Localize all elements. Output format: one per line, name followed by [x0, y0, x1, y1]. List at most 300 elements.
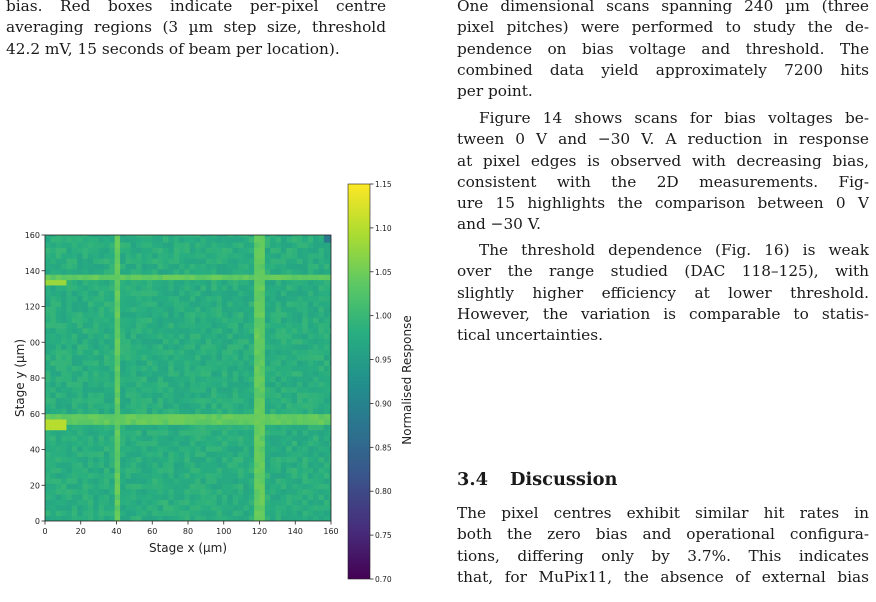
- heatmap-cell: [292, 494, 298, 500]
- heatmap-cell: [184, 494, 190, 500]
- heatmap-cell: [238, 307, 244, 313]
- heatmap-cell: [174, 408, 180, 414]
- heatmap-cell: [120, 398, 126, 404]
- heatmap-cell: [318, 360, 324, 366]
- heatmap-cell: [254, 280, 260, 286]
- heatmap-cell: [83, 344, 89, 350]
- heatmap-cell: [233, 446, 239, 452]
- heatmap-cell: [168, 516, 174, 522]
- heatmap-cell: [158, 371, 164, 377]
- heatmap-cell: [281, 419, 287, 425]
- heatmap-cell: [265, 462, 271, 468]
- heatmap-cell: [152, 505, 158, 511]
- heatmap-cell: [168, 441, 174, 447]
- heatmap-cell: [195, 516, 201, 522]
- heatmap-cell: [120, 516, 126, 522]
- heatmap-cell: [142, 253, 148, 259]
- heatmap-cell: [243, 473, 249, 479]
- heatmap-cell: [72, 360, 78, 366]
- heatmap-cell: [184, 317, 190, 323]
- heatmap-cell: [147, 451, 153, 457]
- heatmap-cell: [286, 516, 292, 522]
- heatmap-cell: [211, 457, 217, 463]
- heatmap-cell: [88, 435, 94, 441]
- heatmap-cell: [72, 365, 78, 371]
- heatmap-cell: [45, 231, 51, 237]
- heatmap-cell: [243, 376, 249, 382]
- heatmap-cell: [83, 392, 89, 398]
- heatmap-cell: [260, 312, 266, 318]
- heatmap-cell: [163, 473, 169, 479]
- heatmap-cell: [152, 430, 158, 436]
- heatmap-cell: [174, 376, 180, 382]
- heatmap-cell: [292, 398, 298, 404]
- heatmap-cell: [158, 382, 164, 388]
- heatmap-cell: [281, 505, 287, 511]
- heatmap-cell: [329, 339, 335, 345]
- heatmap-cell: [308, 231, 314, 237]
- heatmap-cell: [66, 510, 72, 516]
- heatmap-cell: [265, 242, 271, 248]
- heatmap-cell: [61, 274, 67, 280]
- heatmap-cell: [260, 290, 266, 296]
- heatmap-cell: [313, 398, 319, 404]
- heatmap-cell: [286, 494, 292, 500]
- heatmap-cell: [174, 430, 180, 436]
- heatmap-cell: [136, 264, 142, 270]
- heatmap-cell: [179, 231, 185, 237]
- heatmap-cell: [99, 231, 105, 237]
- heatmap-cell: [168, 478, 174, 484]
- heatmap-cell: [190, 231, 196, 237]
- heatmap-cell: [125, 317, 131, 323]
- heatmap-cell: [222, 328, 228, 334]
- heatmap-cell: [249, 349, 255, 355]
- heatmap-cell: [270, 253, 276, 259]
- heatmap-cell: [195, 398, 201, 404]
- heatmap-cell: [136, 376, 142, 382]
- heatmap-cell: [270, 312, 276, 318]
- heatmap-cell: [93, 494, 99, 500]
- heatmap-cell: [222, 274, 228, 280]
- heatmap-cell: [243, 494, 249, 500]
- heatmap-cell: [115, 258, 121, 264]
- heatmap-cell: [292, 441, 298, 447]
- heatmap-cell: [217, 382, 223, 388]
- heatmap-cell: [104, 349, 110, 355]
- heatmap-cell: [211, 382, 217, 388]
- heatmap-cell: [88, 516, 94, 522]
- heatmap-cell: [276, 419, 282, 425]
- heatmap-cell: [281, 242, 287, 248]
- heatmap-cell: [211, 231, 217, 237]
- heatmap-cell: [77, 360, 83, 366]
- heatmap-cell: [238, 242, 244, 248]
- heatmap-cell: [99, 392, 105, 398]
- heatmap-cell: [61, 349, 67, 355]
- heatmap-cell: [72, 414, 78, 420]
- heatmap-cell: [72, 296, 78, 302]
- heatmap-cell: [50, 489, 56, 495]
- heatmap-cell: [190, 419, 196, 425]
- heatmap-cell: [179, 312, 185, 318]
- heatmap-cell: [168, 290, 174, 296]
- heatmap-cell: [201, 333, 207, 339]
- heatmap-cell: [131, 248, 137, 254]
- heatmap-cell: [217, 360, 223, 366]
- heatmap-cell: [136, 510, 142, 516]
- heatmap-cell: [99, 312, 105, 318]
- heatmap-cell: [190, 349, 196, 355]
- heatmap-cell: [174, 333, 180, 339]
- heatmap-cell: [243, 430, 249, 436]
- heatmap-cell: [142, 248, 148, 254]
- heatmap-cell: [195, 382, 201, 388]
- heatmap-cell: [313, 414, 319, 420]
- heatmap-cell: [179, 462, 185, 468]
- heatmap-cell: [125, 285, 131, 291]
- heatmap-cell: [115, 371, 121, 377]
- heatmap-cell: [190, 457, 196, 463]
- heatmap-cell: [168, 500, 174, 506]
- heatmap-cell: [270, 365, 276, 371]
- heatmap-cell: [131, 274, 137, 280]
- heatmap-cell: [329, 328, 335, 334]
- heatmap-cell: [265, 274, 271, 280]
- heatmap-cell: [45, 376, 51, 382]
- heatmap-cell: [318, 376, 324, 382]
- heatmap-cell: [292, 339, 298, 345]
- heatmap-cell: [61, 382, 67, 388]
- heatmap-cell: [254, 376, 260, 382]
- heatmap-cell: [254, 382, 260, 388]
- caption-line-1: bias. Red boxes indicate per-pixel centre: [6, 0, 386, 15]
- heatmap-cell: [190, 290, 196, 296]
- heatmap-cell: [109, 264, 115, 270]
- heatmap-cell: [174, 285, 180, 291]
- heatmap-cell: [104, 312, 110, 318]
- heatmap-cell: [99, 505, 105, 511]
- heatmap-cell: [308, 264, 314, 270]
- heatmap-cell: [56, 446, 62, 452]
- heatmap-cell: [195, 258, 201, 264]
- heatmap-cell: [297, 403, 303, 409]
- heatmap-cell: [254, 328, 260, 334]
- heatmap-cell: [77, 355, 83, 361]
- heatmap-cell: [163, 307, 169, 313]
- heatmap-cell: [131, 323, 137, 329]
- heatmap-cell: [174, 307, 180, 313]
- heatmap-cell: [136, 478, 142, 484]
- heatmap-cell: [281, 516, 287, 522]
- heatmap-cell: [270, 274, 276, 280]
- heatmap-cell: [217, 280, 223, 286]
- heatmap-cell: [201, 392, 207, 398]
- heatmap-cell: [77, 253, 83, 259]
- heatmap-cell: [99, 237, 105, 243]
- heatmap-cell: [136, 339, 142, 345]
- heatmap-cell: [77, 494, 83, 500]
- heatmap-cell: [227, 264, 233, 270]
- heatmap-cell: [243, 510, 249, 516]
- heatmap-cell: [308, 248, 314, 254]
- heatmap-cell: [302, 355, 308, 361]
- heatmap-cell: [227, 424, 233, 430]
- heatmap-cell: [104, 290, 110, 296]
- heatmap-cell: [104, 398, 110, 404]
- heatmap-cell: [184, 274, 190, 280]
- heatmap-cell: [297, 424, 303, 430]
- heatmap-cell: [318, 339, 324, 345]
- heatmap-cell: [99, 328, 105, 334]
- heatmap-cell: [163, 419, 169, 425]
- heatmap-cell: [249, 231, 255, 237]
- heatmap-cell: [83, 408, 89, 414]
- heatmap-cell: [313, 382, 319, 388]
- heatmap-cell: [184, 376, 190, 382]
- heatmap-cell: [179, 424, 185, 430]
- heatmap-cell: [318, 248, 324, 254]
- heatmap-cell: [313, 264, 319, 270]
- heatmap-cell: [45, 435, 51, 441]
- heatmap-cell: [104, 231, 110, 237]
- heatmap-cell: [77, 516, 83, 522]
- heatmap-cell: [136, 430, 142, 436]
- heatmap-cell: [254, 473, 260, 479]
- heatmap-cell: [109, 328, 115, 334]
- heatmap-cell: [109, 301, 115, 307]
- heatmap-cell: [120, 403, 126, 409]
- heatmap-cell: [72, 489, 78, 495]
- heatmap-cell: [281, 382, 287, 388]
- heatmap-cell: [313, 285, 319, 291]
- heatmap-cell: [168, 258, 174, 264]
- heatmap-cell: [131, 505, 137, 511]
- heatmap-cell: [270, 435, 276, 441]
- heatmap-cell: [136, 451, 142, 457]
- heatmap-cell: [292, 258, 298, 264]
- heatmap-cell: [158, 387, 164, 393]
- heatmap-cell: [195, 451, 201, 457]
- heatmap-cell: [163, 478, 169, 484]
- heatmap-cell: [104, 435, 110, 441]
- heatmap-cell: [211, 387, 217, 393]
- heatmap-cell: [217, 253, 223, 259]
- heatmap-cell: [292, 237, 298, 243]
- heatmap-cell: [104, 414, 110, 420]
- heatmap-cell: [281, 446, 287, 452]
- heatmap-cell: [77, 408, 83, 414]
- heatmap-cell: [292, 253, 298, 259]
- heatmap-cell: [249, 414, 255, 420]
- heatmap-cell: [61, 398, 67, 404]
- heatmap-cell: [179, 473, 185, 479]
- heatmap-cell: [152, 317, 158, 323]
- heatmap-cell: [104, 296, 110, 302]
- heatmap-cell: [260, 307, 266, 313]
- heatmap-cell: [158, 269, 164, 275]
- heatmap-cell: [222, 516, 228, 522]
- heatmap-cell: [50, 328, 56, 334]
- heatmap-cell: [222, 414, 228, 420]
- heatmap-cell: [88, 483, 94, 489]
- heatmap-cell: [249, 355, 255, 361]
- heatmap-cell: [72, 371, 78, 377]
- heatmap-cell: [206, 349, 212, 355]
- heatmap-cell: [77, 258, 83, 264]
- heatmap-cell: [184, 505, 190, 511]
- heatmap-cell: [99, 483, 105, 489]
- heatmap-cell: [265, 264, 271, 270]
- heatmap-cell: [72, 307, 78, 313]
- heatmap-cell: [174, 387, 180, 393]
- heatmap-cell: [297, 382, 303, 388]
- heatmap-cell: [163, 376, 169, 382]
- heatmap-cell: [265, 248, 271, 254]
- heatmap-cell: [125, 446, 131, 452]
- heatmap-cell: [168, 339, 174, 345]
- heatmap-cell: [227, 339, 233, 345]
- heatmap-cell: [233, 467, 239, 473]
- heatmap-cell: [152, 253, 158, 259]
- heatmap-cell: [227, 382, 233, 388]
- heatmap-cell: [286, 258, 292, 264]
- heatmap-cell: [308, 365, 314, 371]
- heatmap-cell: [45, 408, 51, 414]
- heatmap-cell: [179, 387, 185, 393]
- heatmap-cell: [270, 382, 276, 388]
- heatmap-cell: [195, 328, 201, 334]
- heatmap-cell: [163, 242, 169, 248]
- heatmap-cell: [292, 248, 298, 254]
- heatmap-cell: [174, 355, 180, 361]
- heatmap-cell: [152, 467, 158, 473]
- heatmap-cell: [201, 301, 207, 307]
- heatmap-cell: [168, 280, 174, 286]
- heatmap-cell: [313, 419, 319, 425]
- heatmap-cell: [179, 408, 185, 414]
- heatmap-cell: [168, 237, 174, 243]
- heatmap-cell: [120, 248, 126, 254]
- heatmap-cell: [324, 349, 330, 355]
- heatmap-cell: [254, 323, 260, 329]
- heatmap-cell: [99, 500, 105, 506]
- heatmap-cell: [77, 462, 83, 468]
- heatmap-cell: [260, 451, 266, 457]
- heatmap-cell: [217, 365, 223, 371]
- heatmap-cell: [195, 344, 201, 350]
- heatmap-cell: [125, 376, 131, 382]
- heatmap-cell: [109, 285, 115, 291]
- heatmap-cell: [142, 317, 148, 323]
- heatmap-cell: [45, 360, 51, 366]
- heatmap-cell: [243, 382, 249, 388]
- heatmap-cell: [243, 414, 249, 420]
- heatmap-cell: [179, 301, 185, 307]
- heatmap-cell: [206, 473, 212, 479]
- heatmap-cell: [313, 473, 319, 479]
- heatmap-cell: [109, 403, 115, 409]
- heatmap-cell: [270, 473, 276, 479]
- heatmap-cell: [120, 355, 126, 361]
- heatmap-cell: [61, 264, 67, 270]
- heatmap-cell: [217, 500, 223, 506]
- heatmap-cell: [233, 478, 239, 484]
- heatmap-cell: [152, 242, 158, 248]
- heatmap-cell: [104, 339, 110, 345]
- heatmap-cell: [308, 419, 314, 425]
- heatmap-cell: [174, 516, 180, 522]
- heatmap-cell: [254, 435, 260, 441]
- heatmap-cell: [281, 301, 287, 307]
- heatmap-cell: [318, 408, 324, 414]
- heatmap-cell: [93, 307, 99, 313]
- heatmap-cell: [131, 376, 137, 382]
- heatmap-cell: [238, 312, 244, 318]
- heatmap-cell: [211, 355, 217, 361]
- heatmap-cell: [238, 382, 244, 388]
- heatmap-cell: [174, 457, 180, 463]
- heatmap-cell: [302, 483, 308, 489]
- heatmap-cell: [168, 312, 174, 318]
- heatmap-cell: [152, 392, 158, 398]
- heatmap-cell: [131, 382, 137, 388]
- heatmap-cell: [45, 253, 51, 259]
- heatmap-cell: [115, 446, 121, 452]
- heatmap-cell: [99, 489, 105, 495]
- heatmap-cell: [217, 430, 223, 436]
- heatmap-cell: [260, 516, 266, 522]
- heatmap-cell: [56, 323, 62, 329]
- heatmap-cell: [152, 285, 158, 291]
- heatmap-cell: [50, 344, 56, 350]
- heatmap-cell: [142, 333, 148, 339]
- heatmap-cell: [222, 408, 228, 414]
- heatmap-cell: [45, 317, 51, 323]
- heatmap-cell: [131, 290, 137, 296]
- heatmap-cell: [281, 408, 287, 414]
- heatmap-cell: [313, 355, 319, 361]
- heatmap-cell: [324, 307, 330, 313]
- heatmap-cell: [302, 344, 308, 350]
- heatmap-cell: [125, 301, 131, 307]
- heatmap-cell: [104, 489, 110, 495]
- heatmap-cell: [190, 392, 196, 398]
- heatmap-cell: [77, 451, 83, 457]
- heatmap-cell: [254, 510, 260, 516]
- heatmap-cell: [313, 290, 319, 296]
- heatmap-cell: [120, 408, 126, 414]
- x-axis: [42, 521, 338, 536]
- heatmap-cell: [50, 414, 56, 420]
- heatmap-cell: [254, 258, 260, 264]
- heatmap-cell: [125, 349, 131, 355]
- heatmap-cell: [281, 473, 287, 479]
- heatmap-cell: [93, 419, 99, 425]
- heatmap-cell: [233, 296, 239, 302]
- heatmap-cell: [66, 441, 72, 447]
- heatmap-cell: [217, 457, 223, 463]
- heatmap-cell: [329, 382, 335, 388]
- heatmap-cell: [329, 258, 335, 264]
- p1-line: pixel pitches) were performed to study the de-: [457, 18, 869, 37]
- heatmap-cell: [142, 274, 148, 280]
- heatmap-cell: [217, 344, 223, 350]
- heatmap-cell: [308, 387, 314, 393]
- heatmap-cell: [281, 424, 287, 430]
- heatmap-cell: [276, 408, 282, 414]
- heatmap-cell: [227, 473, 233, 479]
